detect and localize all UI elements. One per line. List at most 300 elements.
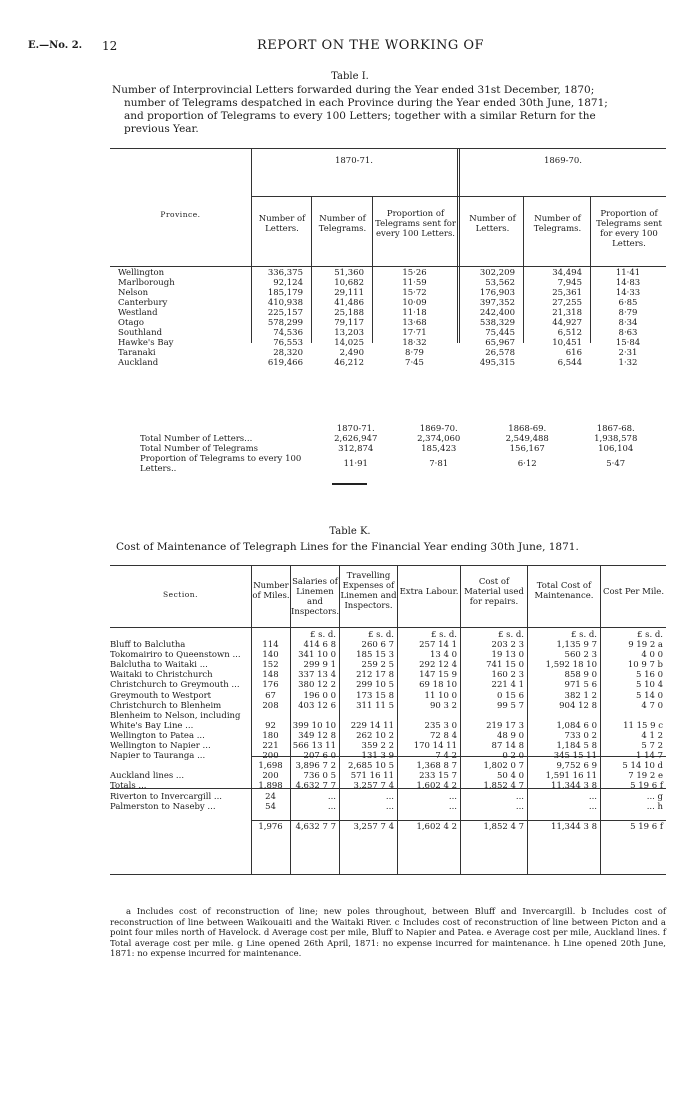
section-name: Balclutha to Waitaki ...	[110, 660, 208, 671]
table-cell: 13·68	[402, 318, 427, 328]
table-cell: 67	[265, 690, 276, 701]
table-row	[110, 308, 666, 318]
table-cell: 208	[262, 700, 279, 711]
section-name: Napier to Tauranga ...	[110, 751, 206, 762]
table-cell: 1,084 6 0	[556, 720, 597, 731]
table-row	[110, 338, 666, 348]
province-name: Otago	[118, 318, 145, 328]
table-cell	[397, 812, 460, 822]
table-cell: 51,360	[334, 268, 364, 278]
table-cell: 26,578	[485, 348, 515, 358]
table-cell: 170 14 11	[413, 741, 457, 752]
table-cell: 1,602 4 2	[416, 821, 457, 832]
table-cell: ...	[385, 791, 394, 802]
table-cell: 69 18 10	[419, 680, 457, 691]
section-name: Christchurch to Blenheim	[110, 700, 222, 711]
section-divider	[332, 483, 367, 485]
table-row	[110, 288, 666, 298]
totals-year-row	[140, 424, 660, 434]
table-cell: 359 2 2	[361, 741, 394, 752]
table-cell: £ s. d.	[636, 630, 663, 640]
table-row	[110, 691, 666, 701]
table-cell: 14·33	[615, 288, 641, 298]
year-1869-70: 1869-70.	[543, 156, 583, 166]
col-travelling: Travelling Expenses of Linemen and Inspectors.	[340, 571, 397, 611]
table-cell: 185,179	[267, 288, 303, 298]
section-name: White's Bay Line ...	[110, 720, 194, 731]
table-cell: 147 15 9	[419, 670, 457, 681]
table-cell: 4 1 2	[641, 730, 663, 741]
table-cell: 50 4 0	[496, 771, 524, 782]
table-cell: 46,212	[334, 358, 364, 368]
table-i-body	[110, 268, 666, 368]
table-cell: 221	[262, 741, 279, 752]
totals-row	[140, 444, 660, 454]
table-cell: 397,352	[479, 298, 515, 308]
table-row	[110, 318, 666, 328]
table-cell: 1,898	[258, 781, 283, 792]
table-cell: 1,135 9 7	[556, 640, 597, 651]
table-cell	[460, 711, 527, 721]
table-cell: 92,124	[273, 278, 303, 288]
table-cell: 5 10 4	[635, 680, 663, 691]
table-row	[110, 771, 666, 781]
table-cell: 414 6 8	[303, 640, 336, 651]
table-cell	[251, 630, 290, 640]
table-row	[110, 731, 666, 741]
table-cell: 235 3 0	[424, 720, 457, 731]
table-cell: 1,852 4 7	[483, 821, 524, 832]
table-cell: 312,874	[338, 444, 374, 454]
page-header	[0, 38, 700, 54]
caption-line: and proportion of Telegrams to every 100 Letters; together with a similar Return for the	[124, 110, 596, 122]
table-row	[110, 792, 666, 802]
table-i-label: Table I.	[331, 71, 369, 82]
table-cell: 257 14 1	[419, 640, 457, 651]
table-cell: 571 16 11	[350, 771, 394, 782]
table-cell: ...	[385, 801, 394, 812]
table-cell	[251, 812, 290, 822]
table-cell: 14,025	[334, 338, 364, 348]
province-name: Wellington	[118, 268, 165, 278]
table-cell: 2,549,488	[505, 434, 549, 444]
table-cell: 7,945	[557, 278, 582, 288]
table-k-body	[110, 630, 666, 832]
table-cell: 207 6 0	[303, 751, 336, 762]
table-cell: 619,466	[267, 358, 303, 368]
table-cell	[600, 711, 666, 721]
province-name: Canterbury	[118, 298, 168, 308]
table-cell: 2,685 10 5	[348, 761, 394, 772]
table-cell: 9,752 6 9	[556, 761, 597, 772]
totals-row	[110, 781, 666, 791]
table-cell: 25,188	[334, 308, 364, 318]
table-cell: 5 19 6 f	[630, 781, 663, 792]
table-cell: 13,203	[334, 328, 364, 338]
table-cell: 11,344 3 8	[551, 821, 597, 832]
table-cell: 18·32	[402, 338, 427, 348]
caption-line: Number of Interprovincial Letters forwarded during the Year ended 31st December, 1870;	[112, 84, 595, 96]
table-row	[110, 298, 666, 308]
table-cell: ...	[515, 801, 524, 812]
table-cell: 6·85	[618, 298, 638, 308]
table-cell: 200	[262, 751, 279, 762]
col-extra-labour: Extra Labour.	[399, 587, 459, 597]
table-cell: 11 10 0	[424, 690, 457, 701]
page-number: 12	[102, 39, 118, 53]
table-cell: 180	[262, 730, 279, 741]
table-cell: £ s. d.	[570, 630, 597, 640]
section-name: Totals ...	[110, 781, 147, 792]
table-cell: 21,318	[552, 308, 582, 318]
totals-row	[140, 434, 660, 444]
table-cell: 5 16 0	[635, 670, 663, 681]
table-cell: 299 9 1	[303, 660, 336, 671]
table-cell: 41,486	[334, 298, 364, 308]
table-cell: 260 6 7	[361, 640, 394, 651]
table-cell: 858 9 0	[564, 670, 597, 681]
table-cell: 578,299	[267, 318, 303, 328]
table-cell: 6·12	[517, 459, 537, 469]
table-cell: 1,602 4 2	[416, 781, 457, 792]
table-cell: 196 0 0	[303, 690, 336, 701]
table-cell: 337 13 4	[298, 670, 336, 681]
table-cell	[339, 711, 397, 721]
table-cell: 160 2 3	[491, 670, 524, 681]
province-name: Nelson	[118, 288, 149, 298]
table-cell: 14·83	[615, 278, 641, 288]
table-cell: 242,400	[479, 308, 515, 318]
table-cell	[339, 812, 397, 822]
footnotes: a Includes cost of reconstruction of line; new poles throughout, between Bluff and Invercargill. b Includes cost of reconstruction of line between Waikouaiti and the Waitaki River. c Includes cost of reconstruction of line between Picton and a point four miles north of Havelock. d Average cost per mile, Bluff to Napier and Patea. e Average cost per mile, Auckland lines. f Total average cost per mile. g Line opened 26th April, 1871: no expense incurred for maintenance. h Line opened 20th June, 1871: no expense incurred for maintenance.	[110, 907, 666, 960]
year-header: 1869-70.	[419, 424, 458, 434]
table-row	[110, 640, 666, 650]
province-name: Taranaki	[118, 348, 156, 358]
table-cell: 10,451	[552, 338, 582, 348]
table-cell: 8·79	[618, 308, 638, 318]
table-row	[110, 802, 666, 812]
table-cell: 538,329	[479, 318, 515, 328]
table-cell: 299 10 5	[356, 680, 394, 691]
table-row	[110, 348, 666, 358]
col-total-cost: Total Cost of Maintenance.	[534, 581, 594, 601]
section-name	[110, 761, 251, 771]
table-cell: ...	[588, 791, 597, 802]
table-cell: 1 14 7	[635, 751, 663, 762]
table-cell: 345 15 11	[553, 751, 597, 762]
table-cell: 87 14 8	[491, 741, 524, 752]
table-cell: 10,682	[334, 278, 364, 288]
table-cell: 7 4 2	[435, 751, 457, 762]
table-cell: ... g	[646, 791, 663, 802]
table-cell: 11,344 3 8	[551, 781, 597, 792]
table-cell: 106,104	[598, 444, 634, 454]
section-name	[110, 812, 251, 822]
table-cell: 8·63	[618, 328, 638, 338]
table-cell: 11·91	[343, 459, 368, 469]
table-cell: 11·41	[615, 268, 641, 278]
table-cell: 3,257 7 4	[353, 781, 394, 792]
table-cell: 971 5 6	[564, 680, 597, 691]
table-cell: 140	[262, 650, 279, 661]
totals-label: Proportion of Telegrams to every 100 Letters..	[140, 454, 302, 474]
table-cell: 1,852 4 7	[483, 781, 524, 792]
col-miles: Number of Miles.	[252, 581, 290, 601]
table-cell: 10·09	[402, 298, 427, 308]
province-name: Westland	[118, 308, 158, 318]
table-cell: 262 10 2	[356, 730, 394, 741]
table-cell: 114	[262, 640, 279, 651]
table-cell: 741 15 0	[486, 660, 524, 671]
province-name: Auckland	[118, 358, 159, 368]
table-i-totals	[140, 424, 660, 474]
table-k-caption: Cost of Maintenance of Telegraph Lines for the Financial Year ending 30th June, 1871.	[116, 541, 579, 553]
table-cell: 27,255	[552, 298, 582, 308]
table-cell: 15·26	[402, 268, 427, 278]
province-name: Hawke's Bay	[118, 338, 174, 348]
table-cell: 311 11 5	[356, 700, 394, 711]
currency-row	[110, 630, 666, 640]
section-name: Wellington to Patea ...	[110, 730, 205, 741]
col-salaries: Salaries of Linemen and Inspectors.	[291, 577, 340, 617]
table-cell: ... h	[646, 801, 663, 812]
table-cell: 15·72	[402, 288, 427, 298]
totals-row	[140, 454, 660, 474]
col-telegrams-prev: Number of Telegrams.	[533, 214, 582, 234]
table-cell: 5 14 10 d	[622, 761, 663, 772]
table-k-label: Table K.	[329, 526, 371, 537]
year-1870-71: 1870-71.	[334, 156, 374, 166]
table-cell: 302,209	[479, 268, 515, 278]
table-cell	[527, 711, 600, 721]
table-row	[110, 721, 666, 731]
grand-total-row	[110, 822, 666, 832]
table-cell	[251, 711, 290, 721]
table-cell: 54	[265, 801, 276, 812]
table-cell: 219 17 3	[486, 720, 524, 731]
table-cell: 2,490	[339, 348, 364, 358]
table-row	[110, 711, 666, 721]
table-cell: 72 8 4	[429, 730, 457, 741]
table-cell: 225,157	[267, 308, 303, 318]
subtotal-row	[110, 761, 666, 771]
table-cell: 65,967	[485, 338, 515, 348]
table-cell: ...	[327, 801, 336, 812]
table-cell: 44,927	[552, 318, 582, 328]
table-cell: 1,698	[258, 761, 283, 772]
table-cell: 904 12 8	[559, 700, 597, 711]
table-row	[110, 680, 666, 690]
caption-line: previous Year.	[124, 123, 199, 135]
table-cell	[290, 711, 339, 721]
section-name: Blenheim to Nelson, including	[110, 710, 241, 721]
table-cell: 148	[262, 670, 279, 681]
section-name	[110, 822, 251, 832]
table-cell: 2,374,060	[417, 434, 461, 444]
table-cell: 5 14 0	[635, 690, 663, 701]
table-cell: 3,257 7 4	[353, 821, 394, 832]
year-header: 1868-69.	[508, 424, 547, 434]
table-cell: 11 15 9 c	[623, 720, 663, 731]
col-material: Cost of Material used for repairs.	[464, 577, 524, 607]
province-name: Marlborough	[118, 278, 175, 288]
table-cell: ...	[515, 791, 524, 802]
col-telegrams: Number of Telegrams.	[318, 214, 367, 234]
table-cell: 2·31	[618, 348, 638, 358]
table-cell: 399 10 10	[292, 720, 336, 731]
table-cell: 185 15 3	[356, 650, 394, 661]
table-cell: 11·59	[402, 278, 427, 288]
table-row	[110, 751, 666, 761]
table-cell: 1,592 18 10	[545, 660, 597, 671]
section-name: Waitaki to Christchurch	[110, 670, 213, 681]
table-cell: 99 5 7	[496, 700, 524, 711]
table-cell	[460, 812, 527, 822]
table-row	[110, 268, 666, 278]
table-cell: 341 10 0	[298, 650, 336, 661]
table-cell: 5 7 2	[641, 741, 663, 752]
table-cell	[140, 424, 317, 434]
table-cell: 259 2 5	[361, 660, 394, 671]
table-cell: 1,368 8 7	[416, 761, 457, 772]
section-name: Palmerston to Naseby ...	[110, 801, 216, 812]
table-cell: 1,184 5 8	[556, 741, 597, 752]
table-cell: 5·47	[606, 459, 626, 469]
section-name: Riverton to Invercargill ...	[110, 791, 222, 802]
table-cell: 4 7 0	[641, 700, 663, 711]
table-cell: ...	[588, 801, 597, 812]
table-cell: 10 9 7 b	[627, 660, 663, 671]
table-cell: 17·71	[402, 328, 427, 338]
table-cell	[290, 812, 339, 822]
table-cell: 736 0 5	[303, 771, 336, 782]
table-cell: 74,536	[273, 328, 303, 338]
table-cell: 0 2 0	[502, 751, 524, 762]
section-name: Tokomairiro to Queenstown ...	[110, 650, 241, 661]
table-cell: 9 19 2 a	[628, 640, 663, 651]
table-cell: 403 12 6	[298, 700, 336, 711]
section-name: Wellington to Napier ...	[110, 741, 211, 752]
table-cell: 4 0 0	[641, 650, 663, 661]
table-row	[110, 670, 666, 680]
table-row	[110, 650, 666, 660]
table-cell: 7·81	[429, 459, 449, 469]
table-cell: 8·34	[618, 318, 638, 328]
col-province: Province.	[160, 210, 201, 219]
year-header: 1867-68.	[596, 424, 635, 434]
table-cell: 7 19 2 e	[628, 771, 663, 782]
table-i-caption	[112, 84, 667, 136]
table-cell: 203 2 3	[491, 640, 524, 651]
province-name: Southland	[118, 328, 163, 338]
table-cell: 75,445	[485, 328, 515, 338]
table-cell: 48 9 0	[496, 730, 524, 741]
table-cell: 176,903	[479, 288, 515, 298]
table-cell: 2,626,947	[334, 434, 378, 444]
table-cell: 15·84	[615, 338, 641, 348]
table-cell: 13 4 0	[429, 650, 457, 661]
table-cell	[527, 812, 600, 822]
table-cell: 24	[265, 791, 276, 802]
table-cell: 1·32	[618, 358, 638, 368]
table-cell: £ s. d.	[430, 630, 457, 640]
table-cell	[600, 812, 666, 822]
table-cell: 76,553	[273, 338, 303, 348]
table-cell: 0 15 6	[496, 690, 524, 701]
section-name: Greymouth to Westport	[110, 690, 212, 701]
table-cell: £ s. d.	[497, 630, 524, 640]
col-cost-per-mile: Cost Per Mile.	[602, 587, 665, 597]
caption-line: number of Telegrams despatched in each Province during the Year ended 30th June, 1871;	[124, 97, 608, 109]
col-section: Section.	[163, 590, 198, 599]
table-cell: 566 13 11	[292, 741, 336, 752]
table-cell: 1,802 0 7	[483, 761, 524, 772]
table-row	[110, 328, 666, 338]
table-cell: 616	[565, 348, 582, 358]
table-cell: 212 17 8	[356, 670, 394, 681]
table-cell	[397, 711, 460, 721]
col-proportion-prev: Proportion of Telegrams sent for every 100 Letters.	[596, 209, 662, 249]
table-cell: 560 2 3	[564, 650, 597, 661]
table-cell: 8·79	[405, 348, 424, 358]
table-cell: 7·45	[405, 358, 424, 368]
table-cell: 79,117	[334, 318, 364, 328]
table-cell: 292 12 4	[419, 660, 457, 671]
table-cell: 3,896 7 2	[295, 761, 336, 772]
table-cell: ...	[448, 801, 457, 812]
table-cell: 1,591 16 11	[545, 771, 597, 782]
table-cell: 29,111	[334, 288, 364, 298]
section-name	[110, 630, 251, 640]
section-name: Auckland lines ...	[110, 771, 185, 782]
table-cell: 156,167	[509, 444, 545, 454]
table-cell: 131 3 9	[361, 751, 394, 762]
table-cell: 4,632 7 7	[295, 781, 336, 792]
table-cell: 90 3 2	[429, 700, 457, 711]
table-cell: 173 15 8	[356, 690, 394, 701]
table-cell: 382 1 2	[564, 690, 597, 701]
table-cell: 6,512	[557, 328, 582, 338]
table-cell: 229 14 11	[350, 720, 394, 731]
table-cell: 152	[262, 660, 279, 671]
table-cell: 176	[262, 680, 279, 691]
table-cell: 200	[262, 771, 279, 782]
table-cell: 4,632 7 7	[295, 821, 336, 832]
table-cell: 28,320	[273, 348, 303, 358]
table-cell: ...	[327, 791, 336, 802]
table-cell: 5 19 6 f	[630, 821, 663, 832]
col-proportion: Proportion of Telegrams sent for every 100 Letters.	[375, 209, 456, 239]
section-name: Christchurch to Greymouth ...	[110, 680, 240, 691]
table-cell: £ s. d.	[367, 630, 394, 640]
table-cell: ...	[448, 791, 457, 802]
table-cell: 233 15 7	[419, 771, 457, 782]
table-row	[110, 358, 666, 368]
page-title: REPORT ON THE WORKING OF	[257, 38, 485, 53]
table-cell: 1,976	[258, 821, 283, 832]
year-header: 1870-71.	[336, 424, 375, 434]
table-cell: 336,375	[267, 268, 303, 278]
document-ref: E.—No. 2.	[28, 40, 83, 51]
table-row	[110, 701, 666, 711]
section-name: Bluff to Balclutha	[110, 640, 186, 651]
col-letters-prev: Number of Letters.	[469, 214, 516, 234]
table-cell: 495,315	[479, 358, 515, 368]
table-cell: 53,562	[485, 278, 515, 288]
table-cell: 1,938,578	[594, 434, 638, 444]
table-cell: £ s. d.	[309, 630, 336, 640]
table-cell: 349 12 8	[298, 730, 336, 741]
